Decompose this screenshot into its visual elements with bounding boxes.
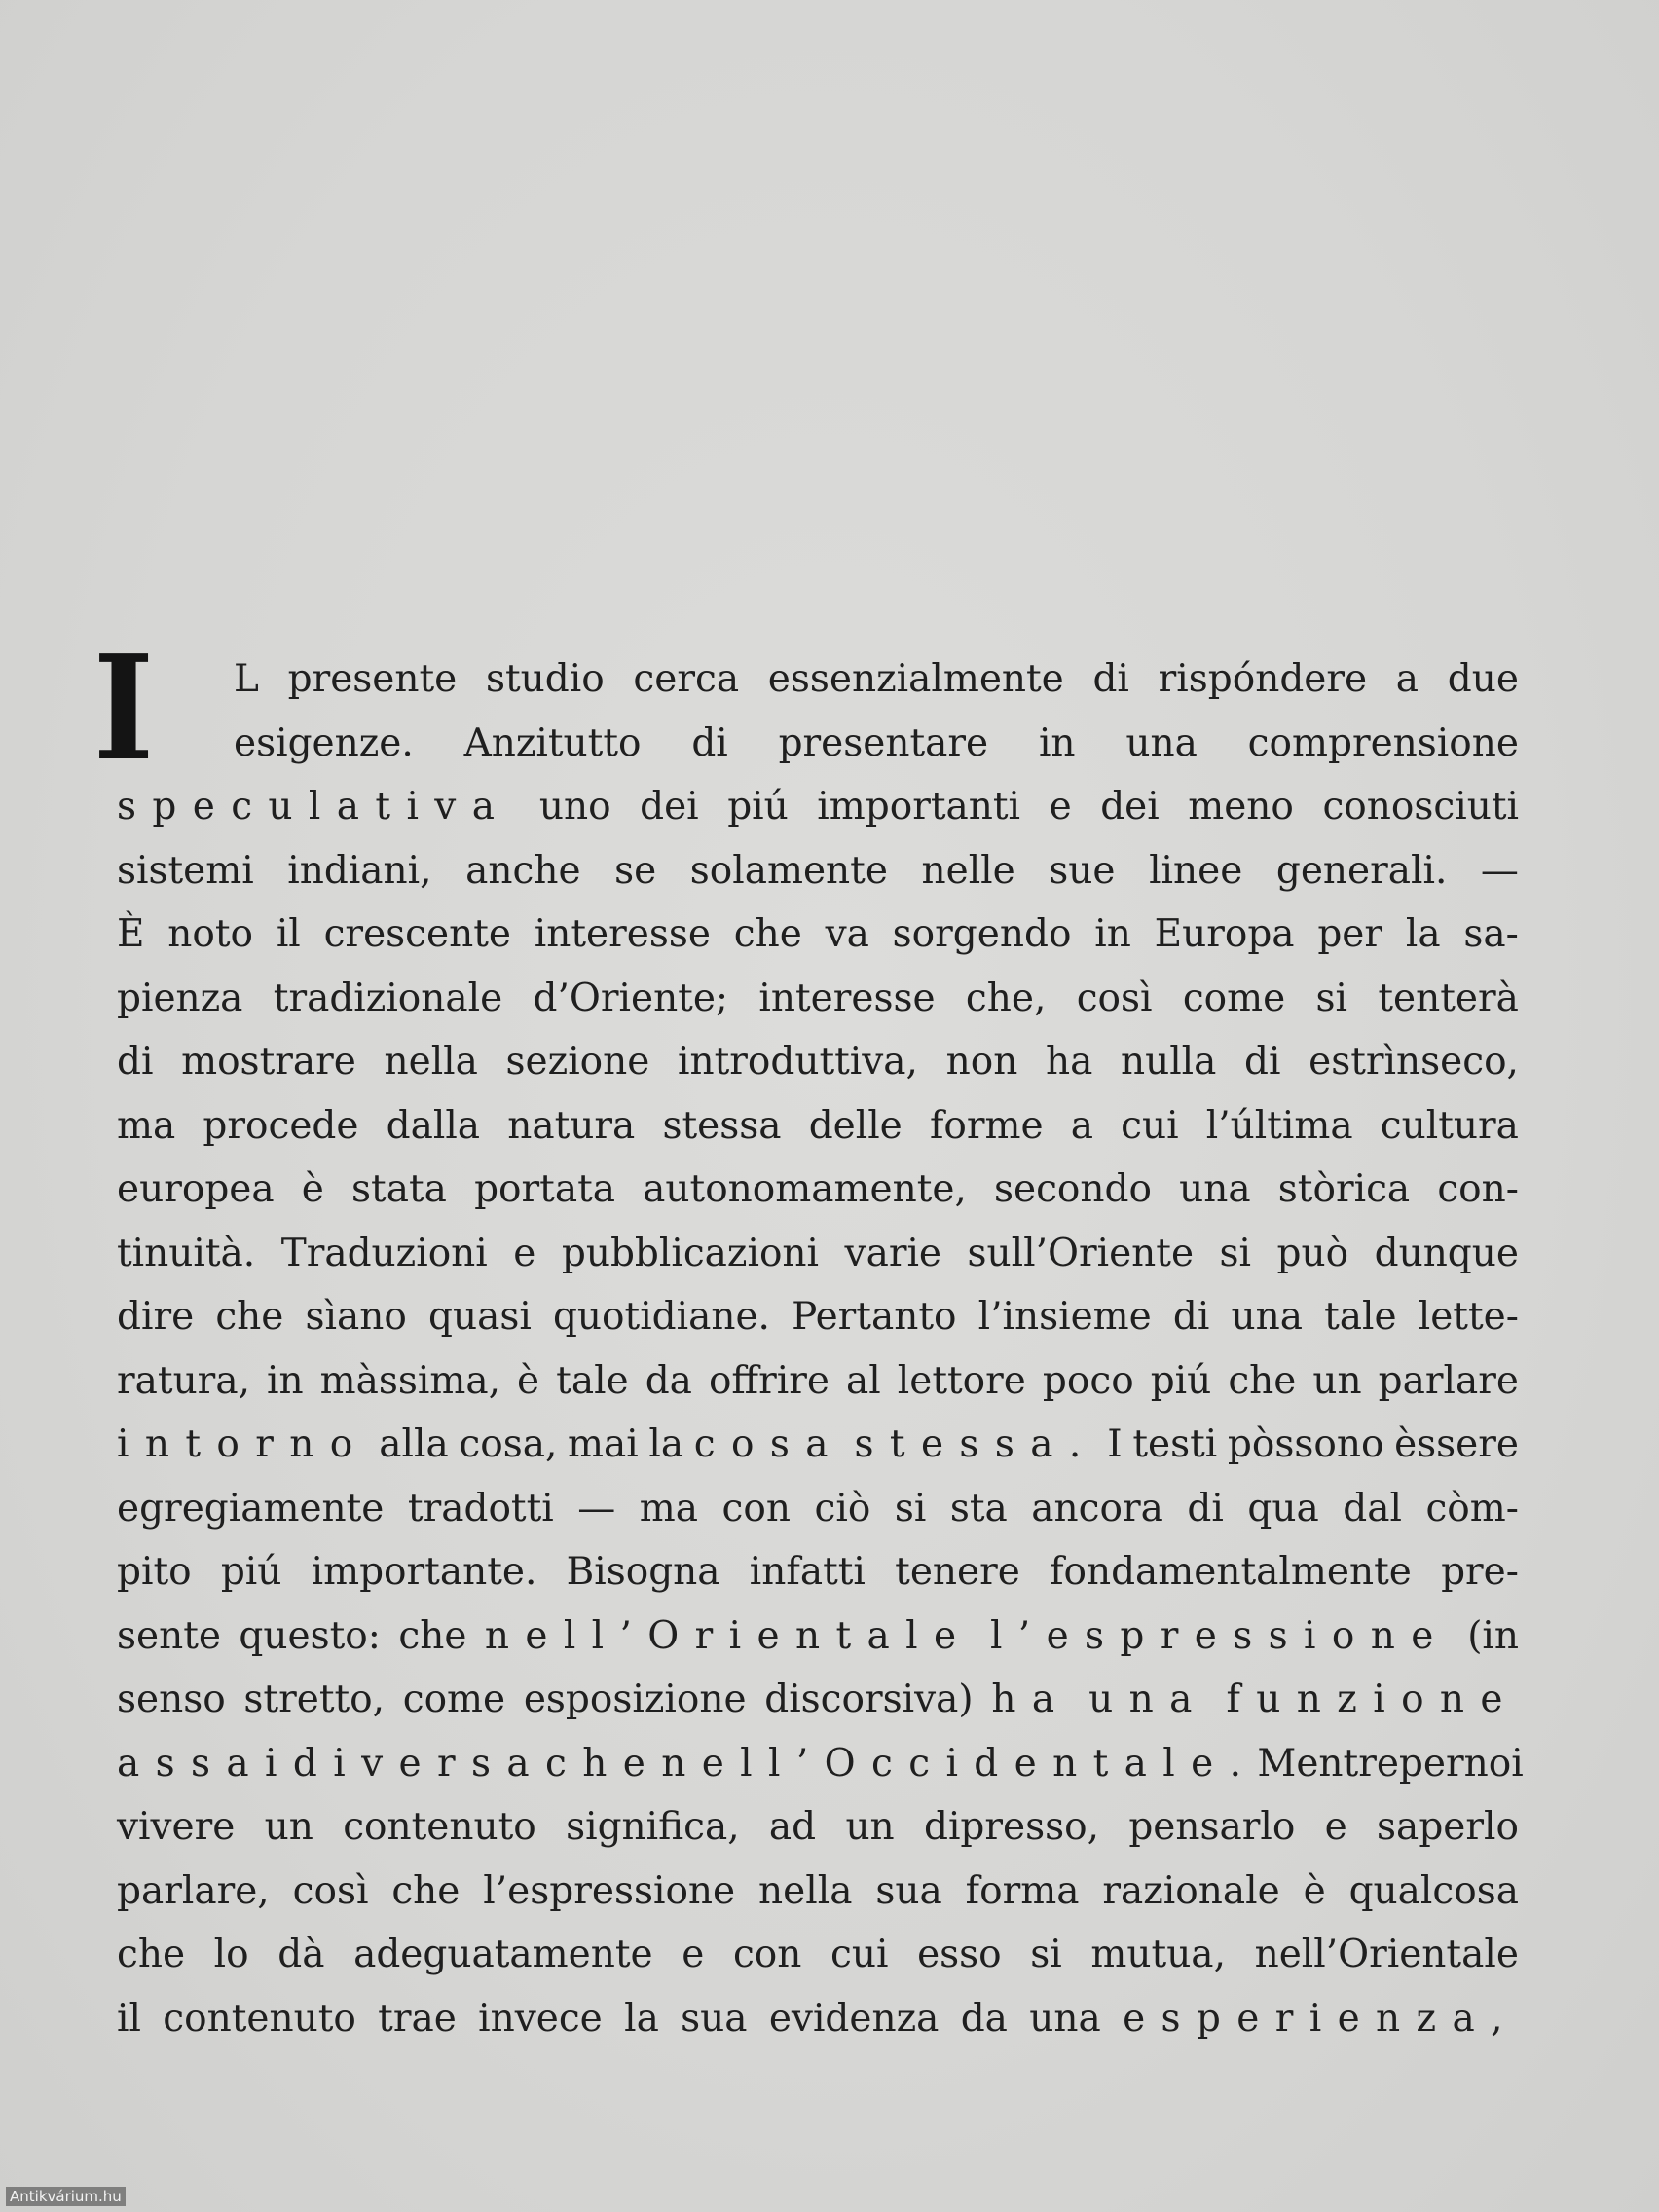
word: adeguatamente bbox=[353, 1933, 653, 1976]
word: dunque bbox=[1374, 1231, 1519, 1275]
word: che bbox=[215, 1295, 284, 1339]
text-line bbox=[117, 1413, 1519, 1477]
word: la bbox=[648, 1422, 684, 1466]
word: pienza bbox=[117, 976, 243, 1020]
word: rispóndere bbox=[1158, 657, 1368, 701]
word: e bbox=[682, 1933, 705, 1976]
word: che, bbox=[965, 976, 1047, 1020]
word: di bbox=[1172, 1295, 1210, 1339]
word: Mentre bbox=[1257, 1741, 1399, 1786]
text-line bbox=[117, 967, 1519, 1031]
word: stessa. bbox=[854, 1422, 1097, 1466]
word: quotidiane. bbox=[552, 1295, 770, 1339]
word: nell’Occidentale. bbox=[661, 1741, 1258, 1786]
word: che bbox=[391, 1868, 461, 1913]
word: di bbox=[691, 720, 728, 765]
word: indiani, bbox=[287, 848, 432, 893]
word: dei bbox=[640, 785, 699, 829]
word: pubblicazioni bbox=[561, 1231, 820, 1275]
word: interesse bbox=[758, 976, 936, 1020]
word: vivere bbox=[117, 1805, 236, 1849]
drop-cap: I bbox=[92, 623, 155, 793]
word: pensarlo bbox=[1128, 1805, 1296, 1849]
word: una bbox=[1088, 1677, 1208, 1721]
word: generali. bbox=[1275, 848, 1448, 893]
word: tale bbox=[556, 1358, 629, 1403]
word: una bbox=[1125, 720, 1198, 765]
word: lo bbox=[213, 1933, 249, 1976]
word: forma bbox=[965, 1868, 1080, 1913]
text-line bbox=[117, 647, 1519, 712]
word: contenuto bbox=[343, 1805, 536, 1849]
word: ma bbox=[639, 1486, 699, 1530]
word: portata bbox=[474, 1167, 615, 1211]
word: un bbox=[845, 1805, 895, 1849]
word: l’última bbox=[1205, 1103, 1353, 1148]
word: europea bbox=[117, 1167, 275, 1211]
word: di bbox=[117, 1040, 154, 1084]
word: secondo bbox=[994, 1167, 1152, 1211]
word: conosciuti bbox=[1322, 785, 1519, 829]
word: l’espressione bbox=[989, 1613, 1450, 1658]
word: si bbox=[1219, 1231, 1252, 1275]
word: ha bbox=[991, 1677, 1071, 1721]
word: stata bbox=[351, 1167, 447, 1211]
word: un bbox=[264, 1805, 313, 1849]
word: tenterà bbox=[1378, 976, 1519, 1020]
word: è bbox=[517, 1358, 540, 1403]
word: sente bbox=[117, 1613, 221, 1658]
word: qua bbox=[1247, 1486, 1319, 1530]
word: assai bbox=[117, 1741, 293, 1786]
word: testi bbox=[1132, 1422, 1218, 1466]
word: per bbox=[1317, 912, 1383, 956]
word: linee bbox=[1149, 848, 1243, 893]
text-line bbox=[117, 1094, 1519, 1159]
word: còm- bbox=[1425, 1486, 1519, 1530]
word: così bbox=[1076, 976, 1153, 1020]
word: in bbox=[1094, 912, 1131, 956]
word: sìano bbox=[305, 1295, 407, 1339]
word: trae bbox=[378, 1996, 457, 2041]
word: fondamentalmente bbox=[1050, 1550, 1412, 1594]
text-line bbox=[117, 1158, 1519, 1222]
word: ciò bbox=[814, 1486, 871, 1530]
word: di bbox=[1244, 1040, 1281, 1084]
word: si bbox=[1030, 1933, 1062, 1976]
word: presentare bbox=[778, 720, 989, 765]
word: noi bbox=[1463, 1741, 1524, 1786]
word: piú bbox=[220, 1550, 282, 1594]
word: uno bbox=[538, 785, 611, 829]
word: pre- bbox=[1441, 1550, 1519, 1594]
word: importanti bbox=[817, 785, 1021, 829]
word: lettore bbox=[897, 1358, 1026, 1403]
word: poco bbox=[1042, 1358, 1134, 1403]
word: un bbox=[1312, 1358, 1362, 1403]
word: intorno bbox=[117, 1422, 369, 1466]
word: sa- bbox=[1463, 912, 1519, 956]
word: presente bbox=[287, 657, 458, 701]
word: l’insieme bbox=[977, 1295, 1152, 1339]
word: come bbox=[402, 1677, 506, 1721]
word: va bbox=[825, 912, 869, 956]
text-line bbox=[117, 1860, 1519, 1924]
word: evidenza bbox=[768, 1996, 940, 2041]
word: cui bbox=[1121, 1103, 1179, 1148]
word: nella bbox=[758, 1868, 853, 1913]
word: nella bbox=[384, 1040, 478, 1084]
word: noto bbox=[167, 912, 254, 956]
word: ha bbox=[1045, 1040, 1093, 1084]
word: che bbox=[398, 1613, 467, 1658]
text-line bbox=[117, 1987, 1519, 2051]
word: sua bbox=[681, 1996, 748, 2041]
word: cui bbox=[830, 1933, 889, 1976]
word: si bbox=[1315, 976, 1348, 1020]
word: mostrare bbox=[181, 1040, 356, 1084]
word: èssere bbox=[1394, 1422, 1519, 1466]
word: e bbox=[1049, 785, 1072, 829]
word: parlare bbox=[1378, 1358, 1519, 1403]
word: con bbox=[732, 1933, 802, 1976]
text-line bbox=[117, 1477, 1519, 1541]
word: crescente bbox=[323, 912, 511, 956]
word: stòrica bbox=[1277, 1167, 1411, 1211]
word: ma bbox=[117, 1103, 176, 1148]
word: autonomamente, bbox=[643, 1167, 967, 1211]
word: razionale bbox=[1102, 1868, 1280, 1913]
word: meno bbox=[1188, 785, 1294, 829]
word: in bbox=[1038, 720, 1076, 765]
word: Traduzioni bbox=[280, 1231, 488, 1275]
word: ad bbox=[768, 1805, 817, 1849]
word: la bbox=[624, 1996, 659, 2041]
word: sull’Oriente bbox=[967, 1231, 1195, 1275]
word: una bbox=[1231, 1295, 1303, 1339]
word: al bbox=[846, 1358, 881, 1403]
text-line bbox=[117, 775, 1519, 839]
word: offrire bbox=[708, 1358, 830, 1403]
word: pito bbox=[117, 1550, 192, 1594]
text-line bbox=[117, 1795, 1519, 1860]
word: màssima, bbox=[319, 1358, 501, 1403]
word: discorsiva) bbox=[764, 1677, 974, 1721]
word: (in bbox=[1467, 1613, 1519, 1658]
word: dire bbox=[117, 1295, 195, 1339]
word: essenzialmente bbox=[767, 657, 1064, 701]
word: di bbox=[1092, 657, 1129, 701]
word: che bbox=[117, 1933, 186, 1976]
text-line bbox=[117, 1030, 1519, 1094]
word: studio bbox=[485, 657, 605, 701]
text-line bbox=[117, 903, 1519, 967]
word: dalla bbox=[386, 1103, 481, 1148]
word: saperlo bbox=[1377, 1805, 1519, 1849]
word: nulla bbox=[1120, 1040, 1217, 1084]
word: non bbox=[945, 1040, 1018, 1084]
word: è bbox=[301, 1167, 324, 1211]
text-line bbox=[117, 839, 1519, 903]
word: comprensione bbox=[1247, 720, 1519, 765]
word: come bbox=[1182, 976, 1286, 1020]
word: parlare, bbox=[117, 1868, 270, 1913]
word: questo: bbox=[239, 1613, 381, 1658]
word: è bbox=[1303, 1868, 1326, 1913]
word: nell’Orientale bbox=[1254, 1933, 1519, 1976]
word: infatti bbox=[749, 1550, 866, 1594]
word: tradotti bbox=[407, 1486, 554, 1530]
word: sue bbox=[1049, 848, 1116, 893]
word: sorgendo bbox=[892, 912, 1072, 956]
word: — bbox=[577, 1486, 616, 1530]
word: il bbox=[276, 912, 301, 956]
word: esperienza, bbox=[1123, 1996, 1519, 2041]
word: cosa, bbox=[459, 1422, 558, 1466]
word: nell’Orientale bbox=[484, 1613, 973, 1658]
word: si bbox=[894, 1486, 927, 1530]
word: interesse bbox=[534, 912, 711, 956]
word: quasi bbox=[427, 1295, 532, 1339]
word: che bbox=[733, 912, 802, 956]
word: invece bbox=[478, 1996, 603, 2041]
word: da bbox=[645, 1358, 692, 1403]
word: tinuità. bbox=[117, 1231, 256, 1275]
word: importante. bbox=[311, 1550, 537, 1594]
word: L bbox=[234, 657, 259, 701]
text-line bbox=[117, 1604, 1519, 1669]
watermark: Antikvárium.hu bbox=[6, 2187, 126, 2206]
word: dei bbox=[1100, 785, 1160, 829]
word: l’espressione bbox=[483, 1868, 736, 1913]
word: solamente bbox=[689, 848, 888, 893]
word: stessa bbox=[662, 1103, 782, 1148]
word: a bbox=[1395, 657, 1419, 701]
word: dipresso, bbox=[923, 1805, 1100, 1849]
word: Europa bbox=[1154, 912, 1295, 956]
word: dà bbox=[277, 1933, 325, 1976]
word: se bbox=[614, 848, 657, 893]
word: tenere bbox=[895, 1550, 1020, 1594]
word: così bbox=[292, 1868, 369, 1913]
word: e bbox=[513, 1231, 536, 1275]
word: nelle bbox=[921, 848, 1015, 893]
text-line bbox=[117, 1222, 1519, 1286]
word: ratura, bbox=[117, 1358, 250, 1403]
word: diversa bbox=[292, 1741, 546, 1786]
word: lette- bbox=[1418, 1295, 1519, 1339]
word: può bbox=[1276, 1231, 1349, 1275]
word: — bbox=[1480, 848, 1519, 893]
word: piú bbox=[727, 785, 789, 829]
word: qualcosa bbox=[1348, 1868, 1519, 1913]
word: senso bbox=[117, 1677, 226, 1721]
word: una bbox=[1179, 1167, 1251, 1211]
word: a bbox=[1070, 1103, 1093, 1148]
word: I bbox=[1107, 1422, 1123, 1466]
word: in bbox=[267, 1358, 304, 1403]
word: Pertanto bbox=[792, 1295, 957, 1339]
word: introduttiva, bbox=[677, 1040, 918, 1084]
word: tale bbox=[1324, 1295, 1397, 1339]
word: sua bbox=[875, 1868, 942, 1913]
word: piú bbox=[1150, 1358, 1212, 1403]
word: sezione bbox=[505, 1040, 650, 1084]
word: da bbox=[960, 1996, 1008, 2041]
word: alla bbox=[379, 1422, 449, 1466]
text-line bbox=[117, 1923, 1519, 1987]
word: pòssono bbox=[1227, 1422, 1384, 1466]
word: egregiamente bbox=[117, 1486, 385, 1530]
word: esso bbox=[917, 1933, 1002, 1976]
word: esigenze. bbox=[234, 720, 414, 765]
word: con bbox=[721, 1486, 791, 1530]
body-text bbox=[117, 647, 1524, 2050]
text-line bbox=[117, 1732, 1524, 1796]
word: mai bbox=[568, 1422, 639, 1466]
word: tradizionale bbox=[273, 976, 503, 1020]
word: e bbox=[1324, 1805, 1347, 1849]
word: per bbox=[1398, 1741, 1464, 1786]
text-line bbox=[117, 1285, 1519, 1349]
word: stretto, bbox=[243, 1677, 386, 1721]
word: due bbox=[1447, 657, 1519, 701]
word: sta bbox=[949, 1486, 1008, 1530]
text-line bbox=[117, 1540, 1519, 1604]
word: È bbox=[117, 912, 145, 956]
word: cosa bbox=[693, 1422, 844, 1466]
word: che bbox=[1228, 1358, 1297, 1403]
word: speculativa bbox=[117, 785, 511, 829]
text-line bbox=[117, 1668, 1519, 1732]
text-line bbox=[117, 1349, 1519, 1414]
word: contenuto bbox=[163, 1996, 356, 2041]
text-line bbox=[117, 712, 1519, 776]
word: Anzitutto bbox=[463, 720, 642, 765]
word: varie bbox=[844, 1231, 942, 1275]
word: estrìnseco, bbox=[1309, 1040, 1519, 1084]
word: una bbox=[1029, 1996, 1101, 2041]
word: la bbox=[1405, 912, 1441, 956]
word: il bbox=[117, 1996, 141, 2041]
word: procede bbox=[203, 1103, 359, 1148]
word: significa, bbox=[566, 1805, 740, 1849]
word: delle bbox=[808, 1103, 903, 1148]
word: d’Oriente; bbox=[533, 976, 729, 1020]
word: di bbox=[1187, 1486, 1224, 1530]
word: cerca bbox=[633, 657, 740, 701]
word: anche bbox=[465, 848, 581, 893]
word: dal bbox=[1343, 1486, 1402, 1530]
word: ancora bbox=[1031, 1486, 1163, 1530]
word: cultura bbox=[1380, 1103, 1519, 1148]
word: con- bbox=[1437, 1167, 1519, 1211]
word: Bisogna bbox=[566, 1550, 720, 1594]
word: natura bbox=[507, 1103, 636, 1148]
word: forme bbox=[929, 1103, 1044, 1148]
word: mutua, bbox=[1090, 1933, 1226, 1976]
word: che bbox=[545, 1741, 662, 1786]
word: funzione bbox=[1226, 1677, 1519, 1721]
word: esposizione bbox=[523, 1677, 747, 1721]
word: sistemi bbox=[117, 848, 254, 893]
